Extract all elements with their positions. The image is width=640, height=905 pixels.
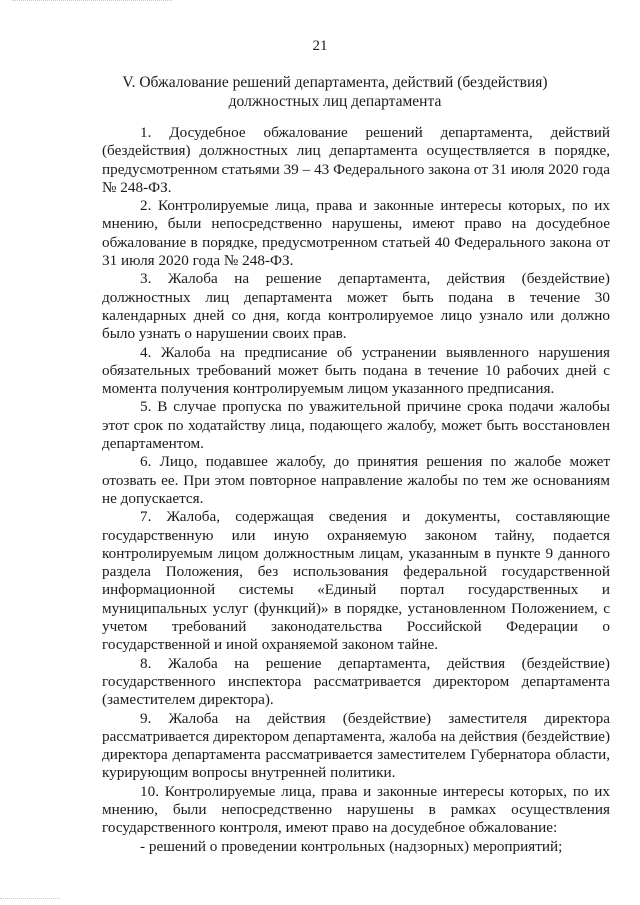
paragraph-3: 3. Жалоба на решение департамента, действия (бездействие) должностных лиц департамента может быть подана в течение 30 календарных дней со дня, когда контролируемое лицо узнало или должно было узнать о нарушении своих прав. xyxy=(102,270,610,343)
list-item-1: - решений о проведении контрольных (надзорных) мероприятий; xyxy=(140,837,563,855)
section-body xyxy=(102,124,610,856)
section-title xyxy=(100,73,570,111)
paragraph-2: 2. Контролируемые лица, права и законные интересы которых, по их мнению, были непосредственно нарушены, имеют право на досудебное обжалование в порядке, предусмотренном статьей 40 Федерального закона от 31 июля 2020 года № 248-ФЗ. xyxy=(102,197,610,270)
paragraph-6: 6. Лицо, подавшее жалобу, до принятия решения по жалобе может отозвать ее. При этом повторное направление жалобы по тем же основаниям не допускается. xyxy=(102,453,610,507)
paragraph-4: 4. Жалоба на предписание об устранении выявленного нарушения обязательных требований может быть подана в течение 10 рабочих дней с момента получения контролируемым лицом указанного предписания. xyxy=(102,343,610,398)
scan-artifact-bottom xyxy=(0,898,60,901)
section-title-line-1: V. Обжалование решений департамента, действий (бездействия) xyxy=(122,74,548,91)
scan-artifact-top xyxy=(12,0,172,3)
page-number: 21 xyxy=(312,38,328,54)
paragraph-5: 5. В случае пропуска по уважительной причине срока подачи жалобы этот срок по ходатайству лица, подающего жалобу, может быть восстановлен департаментом. xyxy=(102,398,610,453)
paragraph-1: 1. Досудебное обжалование решений департамента, действий (бездействия) должностных лиц департамента осуществляется в порядке, предусмотренном статьями 39 – 43 Федерального закона от 31 июля 2020 года № 248-ФЗ. xyxy=(102,124,610,196)
section-title-line-2: должностных лиц департамента xyxy=(228,93,442,110)
paragraph-9: 9. Жалоба на действия (бездействие) заместителя директора рассматривается директором департамента, жалоба на действия (бездействие) директора департамента рассматривается заместителем Губернатора области, курирующим вопросы внутренней политики. xyxy=(102,709,610,782)
paragraph-7: 7. Жалоба, содержащая сведения и документы, составляющие государственную или иную охраняемую законом тайну, подается контролируемым лицом должностным лицам, указанным в пункте 9 данного раздела Положения, без использования федеральной государственной информационной системы «Единый портал государственных и муниципальных услуг (функций)» в порядке, установленном Положением, с учетом требований законодательства Российской Федерации о государственной и иной охраняемой законом тайне. xyxy=(102,508,610,654)
paragraph-10: 10. Контролируемые лица, права и законные интересы которых, по их мнению, были непосредственно нарушены в рамках осуществления государственного контроля, имеют право на досудебное обжалование: xyxy=(102,782,610,837)
paragraph-8: 8. Жалоба на решение департамента, действия (бездействие) государственного инспектора рассматривается директором департамента (заместителем директора). xyxy=(102,654,610,709)
